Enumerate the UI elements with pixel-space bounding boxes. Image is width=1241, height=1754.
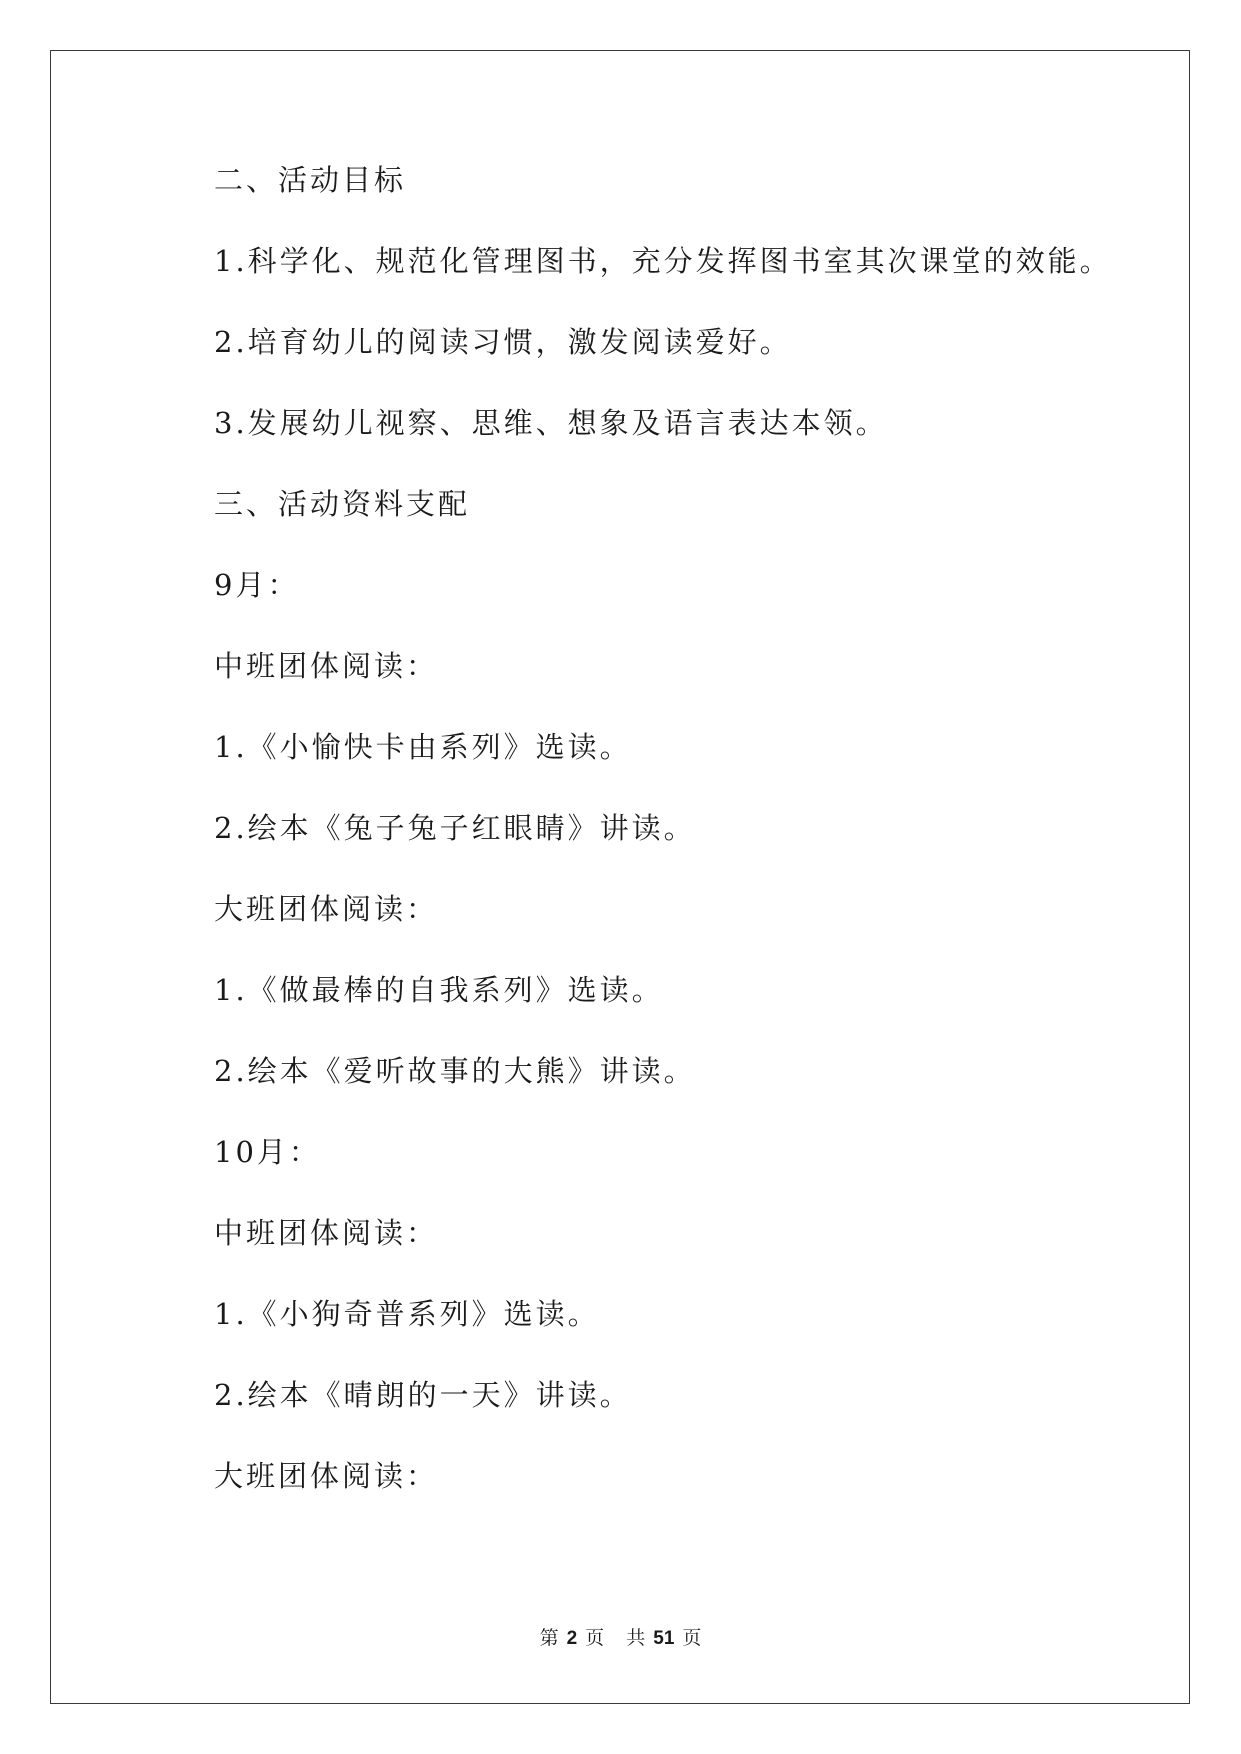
month-heading-september: 9月： <box>214 568 300 602</box>
reading-item: 2.绘本《兔子兔子红眼睛》讲读。 <box>214 811 696 845</box>
page-number: 2 <box>566 1628 578 1649</box>
month-heading-october: 10月： <box>214 1135 321 1169</box>
reading-item: 1.《做最棒的自我系列》选读。 <box>214 973 664 1007</box>
total-pages: 51 <box>653 1628 675 1649</box>
page-indicator <box>536 1627 609 1649</box>
document-body <box>214 163 1114 1540</box>
group-heading-senior-class: 大班团体阅读： <box>214 892 439 926</box>
goal-item-1: 1.科学化、规范化管理图书，充分发挥图书室其次课堂的效能。 <box>214 244 1112 278</box>
group-heading-senior-class: 大班团体阅读： <box>214 1459 439 1493</box>
reading-item: 2.绘本《爱听故事的大熊》讲读。 <box>214 1054 696 1088</box>
total-suffix: 页 <box>682 1627 702 1649</box>
page-prefix: 第 <box>539 1627 559 1649</box>
total-prefix: 共 <box>626 1627 646 1649</box>
section-heading-arrangement: 三、活动资料支配 <box>214 487 471 521</box>
goal-item-2: 2.培育幼儿的阅读习惯，激发阅读爱好。 <box>214 325 792 359</box>
group-heading-middle-class: 中班团体阅读： <box>214 1216 439 1250</box>
goal-item-3: 3.发展幼儿视察、思维、想象及语言表达本领。 <box>214 406 888 440</box>
reading-item: 1.《小狗奇普系列》选读。 <box>214 1297 600 1331</box>
group-heading-middle-class: 中班团体阅读： <box>214 649 439 683</box>
reading-item: 1.《小愉快卡由系列》选读。 <box>214 730 632 764</box>
section-heading-goals: 二、活动目标 <box>214 163 407 197</box>
page-footer <box>0 1626 1241 1651</box>
total-pages-indicator <box>622 1627 705 1649</box>
page-suffix: 页 <box>585 1627 605 1649</box>
reading-item: 2.绘本《晴朗的一天》讲读。 <box>214 1378 632 1412</box>
